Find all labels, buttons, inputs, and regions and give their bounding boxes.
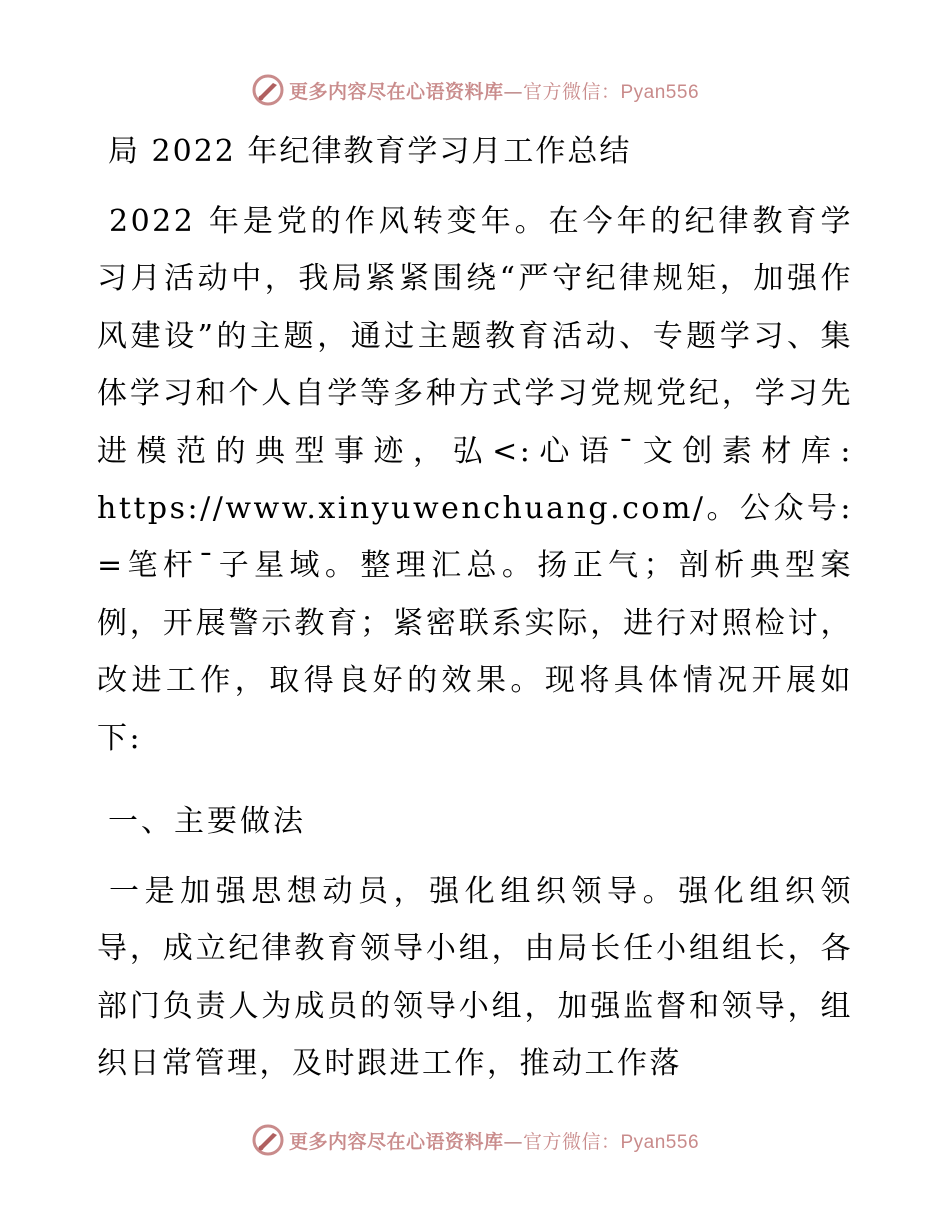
body-paragraph: 一是加强思想动员，强化组织领导。强化组织领导，成立纪律教育领导小组，由局长任小组组长，各部门负责人为成员的领导小组，加强监督和领导，组织日常管理，及时跟进工作，推动工作落 xyxy=(97,874,853,1082)
brand-logo-icon xyxy=(251,73,285,107)
document-title: 局 2022 年纪律教育学习月工作总结 xyxy=(108,134,632,169)
intro-paragraph: 2022 年是党的作风转变年。在今年的纪律教育学习月活动中，我局紧紧围绕“严守纪律规矩，加强作风建设”的主题，通过主题教育活动、专题学习、集体学习和个人自学等多种方式学习党规党纪，学习先进模范的典型事迹，弘<:心语¯文创素材库: https://www.xinyuwenchuang.com/。公众号: =笔杆¯子星域。整理汇总。扬正气；剖析典型案例，开展警示教育；紧密联系实际，进行对照检讨，改进工作，取得良好的效果。现将具体情况开展如下: xyxy=(97,204,853,756)
brand-logo-icon xyxy=(251,1123,285,1157)
watermark-official: 官方微信： xyxy=(522,80,621,103)
watermark-text xyxy=(289,77,699,104)
watermark-text xyxy=(289,1127,699,1154)
watermark-wechat-id: Pyan556 xyxy=(620,1131,700,1153)
header-watermark-banner xyxy=(0,70,950,110)
watermark-main: 更多内容尽在心语资料库 xyxy=(288,1130,504,1153)
watermark-main: 更多内容尽在心语资料库 xyxy=(288,80,504,103)
watermark-official: 官方微信： xyxy=(522,1130,621,1153)
section-heading: 一、主要做法 xyxy=(108,804,306,839)
watermark-separator: — xyxy=(503,1130,523,1153)
watermark-separator: — xyxy=(503,80,523,103)
footer-watermark-banner xyxy=(0,1120,950,1160)
watermark-wechat-id: Pyan556 xyxy=(620,81,700,103)
